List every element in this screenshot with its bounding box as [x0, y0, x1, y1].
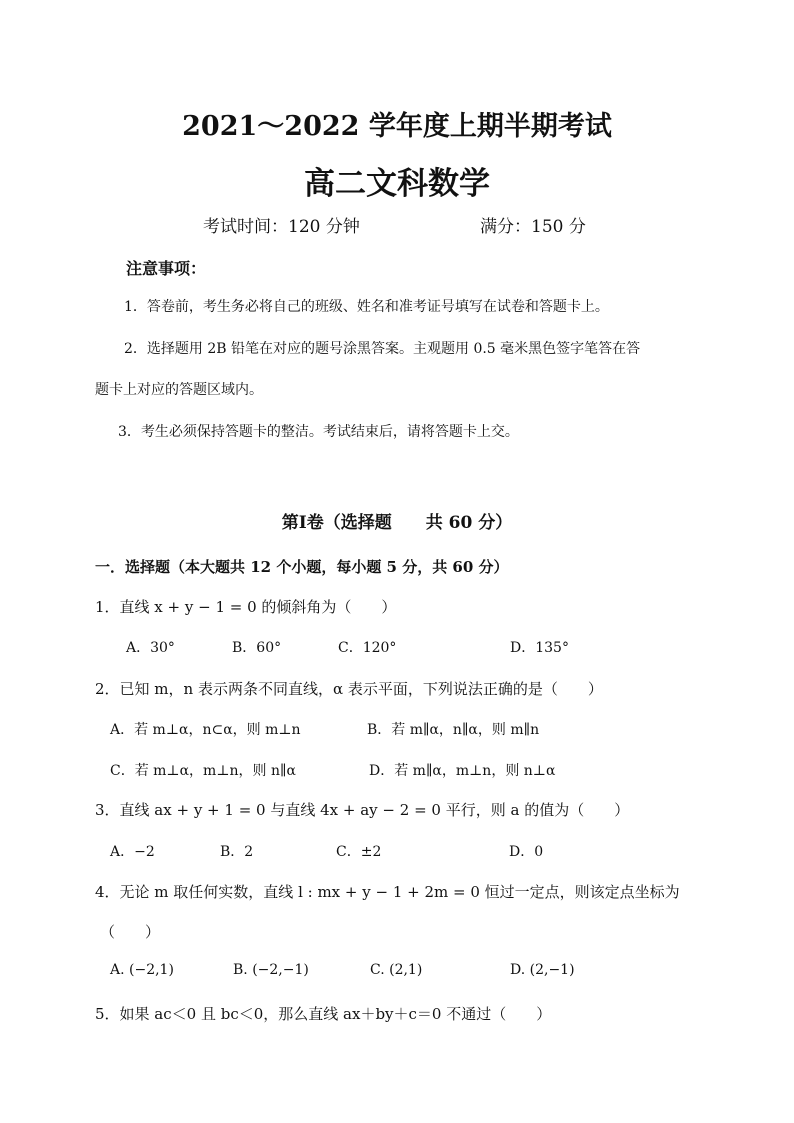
question-1-option-c: C．120°: [338, 640, 397, 656]
exam-score: 满分：150 分: [480, 217, 586, 237]
question-4-option-a: A. (−2,1): [110, 962, 174, 978]
question-1-option-b: B．60°: [232, 640, 282, 656]
note-item-1: 1．答卷前，考生务必将自己的班级、姓名和准考证号填写在试卷和答题卡上。: [124, 299, 609, 315]
question-2-option-c: C．若 m⊥α，m⊥n，则 n∥α: [110, 763, 296, 779]
question-2-stem: 2．已知 m，n 表示两条不同直线，α 表示平面，下列说法正确的是（ ）: [95, 680, 603, 698]
question-4-option-c: C. (2,1): [370, 962, 423, 978]
question-1-stem: 1．直线 x + y − 1 = 0 的倾斜角为（ ）: [95, 598, 397, 616]
question-4-option-d: D. (2,−1): [510, 962, 575, 978]
question-3-option-d: D．0: [509, 844, 544, 860]
question-2-option-d: D．若 m∥α，m⊥n，则 n⊥α: [369, 763, 556, 779]
question-1-option-d: D．135°: [510, 640, 569, 656]
question-2-option-a: A．若 m⊥α，n⊂α，则 m⊥n: [110, 722, 301, 738]
question-3-stem: 3．直线 ax + y + 1 = 0 与直线 4x + ay − 2 = 0 平行，则 a 的值为（ ）: [95, 801, 630, 819]
question-4-stem: 4．无论 m 取任何实数，直线 l : mx + y − 1 + 2m = 0 恒过一定点，则该定点坐标为: [95, 883, 680, 901]
question-3-option-b: B．2: [220, 844, 254, 860]
note-item-3: 3．考生必须保持答题卡的整洁。考试结束后，请将答题卡上交。: [118, 424, 519, 440]
question-4-option-b: B. (−2,−1): [233, 962, 309, 978]
question-5-stem: 5．如果 ac＜0 且 bc＜0，那么直线 ax＋by＋c＝0 不通过（ ）: [95, 1005, 552, 1023]
note-item-2: 2．选择题用 2B 铅笔在对应的题号涂黑答案。主观题用 0.5 毫米黑色签字笔答在答: [124, 341, 641, 357]
question-2-option-b: B．若 m∥α，n∥α，则 m∥n: [367, 722, 540, 738]
part-heading: 一．选择题（本大题共 12 个小题，每小题 5 分，共 60 分）: [95, 558, 509, 576]
exam-title: 2021～2022 学年度上期半期考试: [182, 111, 612, 142]
question-3-option-c: C．±2: [336, 844, 382, 860]
question-1-option-a: A．30°: [126, 640, 175, 656]
section-heading: 第Ⅰ卷（选择题 共 60 分）: [281, 513, 513, 533]
exam-time: 考试时间：120 分钟: [203, 217, 360, 237]
notes-heading: 注意事项：: [126, 259, 207, 278]
note-item-2-cont: 题卡上对应的答题区域内。: [95, 382, 263, 398]
question-3-option-a: A．−2: [110, 844, 155, 860]
exam-subtitle: 高二文科数学: [304, 166, 490, 202]
question-4-stem-cont: （ ）: [100, 923, 161, 941]
